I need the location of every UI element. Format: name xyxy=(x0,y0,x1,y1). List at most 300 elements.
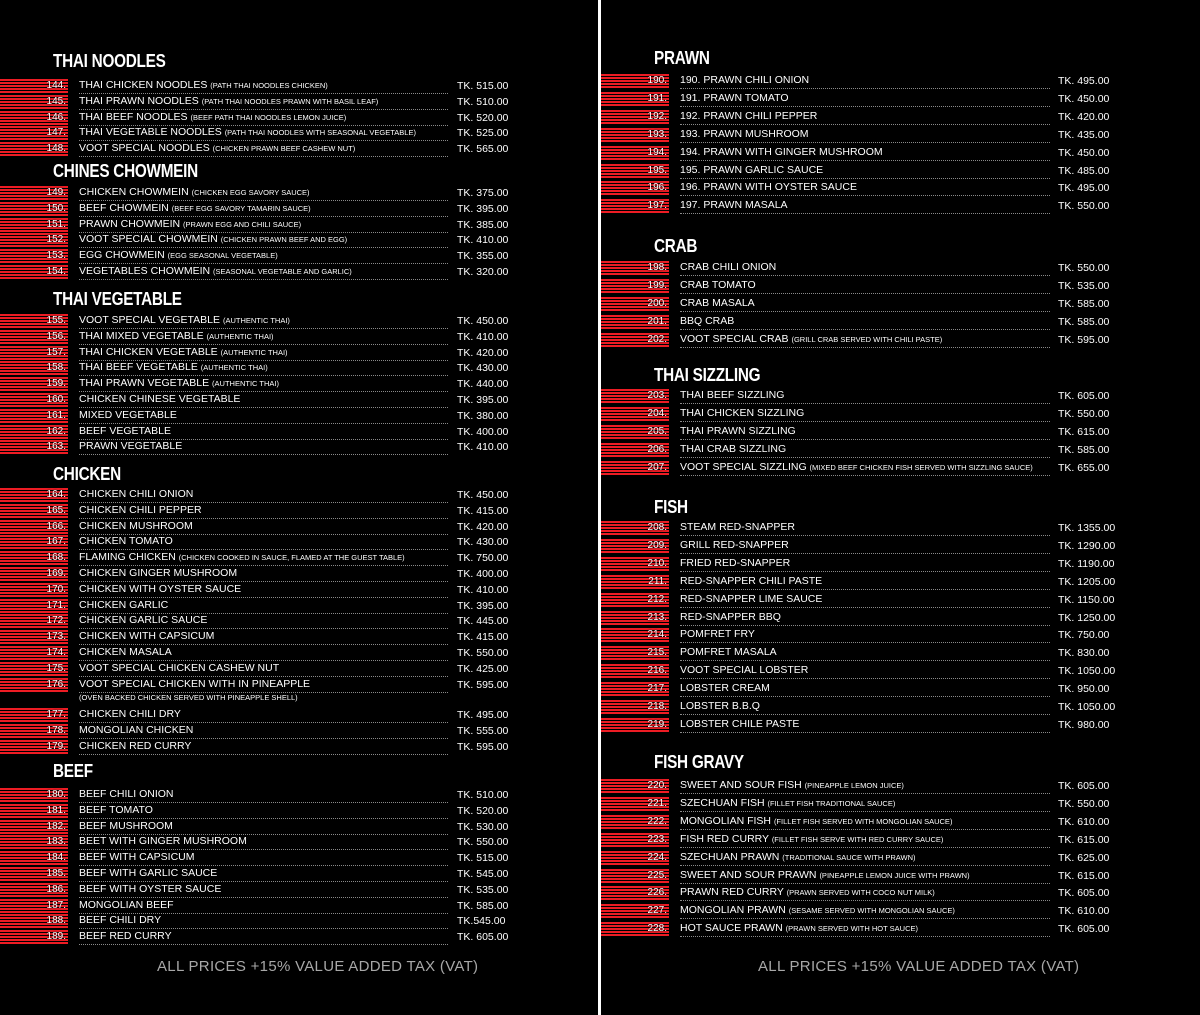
item-number: 212. xyxy=(647,593,667,605)
item-price: TK. 515.00 xyxy=(457,80,509,92)
section-title: CRAB xyxy=(654,236,698,256)
item-title: 193. PRAWN MUSHROOM xyxy=(680,127,809,140)
item-number: 227. xyxy=(647,905,667,917)
item-name xyxy=(79,582,448,598)
item-name xyxy=(79,201,448,217)
item-name xyxy=(79,661,448,677)
item-price: TK. 495.00 xyxy=(457,709,509,722)
item-title: CHICKEN WITH CAPSICUM xyxy=(79,630,215,643)
item-title: THAI PRAWN NOODLES xyxy=(79,94,199,107)
item-price: TK. 440.00 xyxy=(457,378,509,391)
item-description: (AUTHENTIC THAI) xyxy=(222,316,290,325)
item-name xyxy=(680,574,1050,590)
item-price: TK. 1190.00 xyxy=(1058,557,1115,570)
item-name xyxy=(79,232,448,248)
item-name xyxy=(79,787,448,803)
menu-item[interactable] xyxy=(0,424,598,440)
menu-item[interactable] xyxy=(0,898,598,914)
item-price: TK. 410.00 xyxy=(457,330,509,343)
menu-item[interactable] xyxy=(0,850,598,866)
item-price: TK. 400.00 xyxy=(457,568,509,580)
item-number: 206. xyxy=(647,443,667,455)
item-description: (SEASONAL VEGETABLE AND GARLIC) xyxy=(213,267,352,276)
item-name xyxy=(680,868,1050,884)
item-title: THAI MIXED VEGETABLE xyxy=(79,329,204,342)
menu-item[interactable] xyxy=(0,707,598,723)
item-price: TK. 555.00 xyxy=(457,725,509,738)
item-price: TK. 355.00 xyxy=(457,250,509,263)
menu-item[interactable] xyxy=(601,314,1200,330)
item-title: BEEF WITH OYSTER SAUCE xyxy=(79,882,222,895)
item-title: POMFRET MASALA xyxy=(680,646,777,659)
item-price: TK. 430.00 xyxy=(457,536,509,549)
item-price: TK. 550.00 xyxy=(457,836,509,849)
menu-item[interactable] xyxy=(0,598,598,614)
item-name xyxy=(79,503,448,519)
item-description: (PRAWN EGG AND CHILI SAUCE) xyxy=(183,219,302,229)
item-name xyxy=(680,663,1050,679)
item-price: TK. 445.00 xyxy=(457,615,509,628)
menu-item[interactable] xyxy=(601,663,1200,679)
item-name xyxy=(680,627,1050,643)
item-title: BBQ CRAB xyxy=(680,314,735,327)
item-price: TK. 410.00 xyxy=(457,583,509,596)
item-title: CHICKEN CHILI PEPPER xyxy=(79,503,202,516)
menu-item[interactable] xyxy=(601,163,1200,179)
item-name xyxy=(79,248,448,264)
item-name xyxy=(680,180,1050,196)
item-name-text xyxy=(680,593,825,605)
item-number: 152. xyxy=(46,234,66,246)
item-number: 166. xyxy=(46,520,66,532)
item-price: TK. 610.00 xyxy=(1058,905,1110,918)
item-title: CHICKEN CHINESE VEGETABLE xyxy=(79,393,241,405)
menu-item[interactable] xyxy=(0,739,598,755)
item-title: BEEF CHILI ONION xyxy=(79,788,174,800)
item-number: 194. xyxy=(647,146,667,158)
item-name xyxy=(680,198,1050,214)
item-price: TK. 375.00 xyxy=(457,187,509,199)
menu-item[interactable] xyxy=(601,145,1200,161)
menu-item[interactable] xyxy=(601,198,1200,214)
item-number: 205. xyxy=(647,425,667,437)
menu-item[interactable] xyxy=(0,645,598,661)
item-title: VEGETABLES CHOWMEIN xyxy=(79,265,211,277)
item-price: TK. 655.00 xyxy=(1058,461,1110,474)
item-title: THAI BEEF VEGETABLE xyxy=(79,361,198,374)
menu-item[interactable] xyxy=(601,574,1200,590)
menu-item[interactable] xyxy=(601,127,1200,143)
menu-item[interactable] xyxy=(0,201,598,217)
item-name xyxy=(680,778,1050,794)
item-description: (PATH THAI NOODLES CHICKEN) xyxy=(210,81,328,90)
menu-item[interactable] xyxy=(0,787,598,803)
item-name-text xyxy=(680,461,1036,473)
menu-item[interactable] xyxy=(601,556,1200,572)
item-name-text xyxy=(680,779,907,791)
item-number: 198. xyxy=(647,262,667,273)
menu-item[interactable] xyxy=(0,141,598,157)
item-title: EGG CHOWMEIN xyxy=(79,249,165,262)
item-name-text xyxy=(79,614,210,626)
item-number: 149. xyxy=(46,187,66,198)
menu-item[interactable] xyxy=(0,582,598,598)
item-title: PRAWN CHOWMEIN xyxy=(79,217,181,230)
item-title: THAI CHICKEN SIZZLING xyxy=(680,406,805,419)
menu-page-left xyxy=(0,0,598,1015)
item-description: (TRADITIONAL SAUCE WITH PRAWN) xyxy=(782,852,916,862)
menu-item[interactable] xyxy=(0,345,598,361)
item-number: 225. xyxy=(647,869,667,881)
menu-item[interactable] xyxy=(0,819,598,835)
menu-item[interactable] xyxy=(601,610,1200,626)
menu-item[interactable] xyxy=(601,91,1200,107)
item-name xyxy=(680,406,1050,422)
menu-item[interactable] xyxy=(601,903,1200,919)
item-title: SZECHUAN FISH xyxy=(680,796,765,809)
item-name xyxy=(79,313,448,329)
item-name-text xyxy=(680,279,759,291)
item-name-text xyxy=(79,79,331,91)
item-number: 167. xyxy=(46,536,66,548)
item-name-text xyxy=(680,315,737,327)
item-name-text xyxy=(680,74,812,86)
item-price: TK. 595.00 xyxy=(457,741,509,753)
menu-item[interactable] xyxy=(0,94,598,110)
item-number: 162. xyxy=(46,425,66,437)
item-name xyxy=(79,913,448,929)
item-title: BEEF CHOWMEIN xyxy=(79,201,169,214)
menu-item[interactable] xyxy=(0,313,598,329)
item-description: (EGG SEASONAL VEGETABLE) xyxy=(167,251,278,261)
menu-item[interactable] xyxy=(0,232,598,248)
item-name xyxy=(79,707,448,723)
item-name-text xyxy=(79,95,381,107)
item-name xyxy=(79,185,448,201)
menu-item[interactable] xyxy=(0,723,598,739)
menu-item[interactable] xyxy=(601,296,1200,312)
item-price: TK. 605.00 xyxy=(457,931,509,944)
menu-item[interactable] xyxy=(0,487,598,503)
item-name xyxy=(79,217,448,233)
menu-item[interactable] xyxy=(0,329,598,345)
item-number: 169. xyxy=(46,568,66,579)
menu-item[interactable] xyxy=(601,645,1200,661)
item-name-text xyxy=(79,361,271,373)
menu-item[interactable] xyxy=(601,278,1200,294)
item-price: TK. 585.00 xyxy=(457,899,509,912)
item-name-text xyxy=(680,199,791,211)
item-title: CHICKEN GARLIC SAUCE xyxy=(79,614,208,627)
menu-item[interactable] xyxy=(601,850,1200,866)
menu-item[interactable] xyxy=(601,520,1200,536)
item-name-text xyxy=(79,567,240,579)
item-number: 215. xyxy=(647,647,667,659)
menu-item[interactable] xyxy=(0,550,598,566)
item-number: 153. xyxy=(46,250,66,262)
item-number: 213. xyxy=(647,611,667,623)
item-name-text xyxy=(680,869,973,881)
item-price: TK. 450.00 xyxy=(457,315,509,327)
item-number: 186. xyxy=(46,883,66,895)
menu-item[interactable] xyxy=(0,376,598,392)
menu-item[interactable] xyxy=(601,868,1200,884)
item-title: 194. PRAWN WITH GINGER MUSHROOM xyxy=(680,145,883,158)
item-number: 219. xyxy=(647,718,667,730)
item-name xyxy=(79,629,448,645)
item-number: 158. xyxy=(46,362,66,374)
item-title: MONGOLIAN FISH xyxy=(680,814,772,827)
item-name-text xyxy=(680,92,792,104)
menu-item[interactable] xyxy=(601,109,1200,125)
item-name xyxy=(79,345,448,361)
menu-item[interactable] xyxy=(601,681,1200,697)
item-name-text xyxy=(680,797,898,809)
item-price: TK. 1050.00 xyxy=(1058,665,1116,678)
item-number: 150. xyxy=(46,202,66,214)
item-number: 202. xyxy=(647,333,667,345)
item-name-text xyxy=(680,646,780,658)
item-number: 223. xyxy=(647,833,667,845)
menu-item[interactable] xyxy=(601,406,1200,422)
item-name xyxy=(79,408,448,424)
item-price: TK. 520.00 xyxy=(457,111,509,124)
item-price: TK. 750.00 xyxy=(457,552,509,565)
menu-item[interactable] xyxy=(0,534,598,550)
item-name xyxy=(680,296,1050,312)
item-number: 175. xyxy=(46,662,66,674)
item-name-text xyxy=(79,233,350,245)
item-name xyxy=(680,610,1050,626)
menu-item[interactable] xyxy=(0,439,598,455)
item-title: CHICKEN GINGER MUSHROOM xyxy=(79,567,238,579)
menu-item[interactable] xyxy=(0,264,598,280)
item-title: FLAMING CHICKEN xyxy=(79,551,176,564)
menu-item[interactable] xyxy=(0,110,598,126)
menu-item[interactable] xyxy=(601,796,1200,812)
item-title: 197. PRAWN MASALA xyxy=(680,199,788,212)
menu-item[interactable] xyxy=(0,503,598,519)
item-name-text xyxy=(680,333,945,345)
menu-item[interactable] xyxy=(0,913,598,929)
item-price: TK. 1290.00 xyxy=(1058,539,1116,552)
item-number: 199. xyxy=(647,279,667,291)
menu-item[interactable] xyxy=(0,78,598,94)
item-title: CRAB MASALA xyxy=(680,296,755,309)
item-price: TK. 1250.00 xyxy=(1058,611,1116,624)
item-title: RED-SNAPPER CHILI PASTE xyxy=(680,574,823,587)
item-name-text xyxy=(680,521,798,533)
item-name xyxy=(680,332,1050,348)
menu-item[interactable] xyxy=(601,778,1200,794)
menu-item[interactable] xyxy=(601,260,1200,276)
menu-item[interactable] xyxy=(601,814,1200,830)
menu-item[interactable] xyxy=(0,566,598,582)
item-title: LOBSTER CREAM xyxy=(680,682,770,695)
menu-item[interactable] xyxy=(601,699,1200,715)
menu-item[interactable] xyxy=(0,248,598,264)
item-name-text xyxy=(79,724,196,736)
item-name xyxy=(79,834,448,850)
item-number: 193. xyxy=(647,128,667,140)
item-number: 187. xyxy=(46,899,66,911)
menu-item[interactable] xyxy=(0,408,598,424)
item-name-text xyxy=(680,886,938,898)
item-price: TK. 495.00 xyxy=(1058,75,1110,87)
menu-item[interactable] xyxy=(0,360,598,376)
item-description: (GRILL CRAB SERVED WITH CHILI PASTE) xyxy=(791,334,943,344)
item-name-text xyxy=(79,377,282,389)
item-number: 173. xyxy=(46,631,66,643)
item-number: 148. xyxy=(46,143,66,155)
item-price: TK. 450.00 xyxy=(1058,146,1110,159)
item-title: LOBSTER CHILE PASTE xyxy=(680,717,800,730)
menu-item[interactable] xyxy=(601,627,1200,643)
menu-item[interactable] xyxy=(0,803,598,819)
item-name xyxy=(79,141,448,157)
item-description: (BEEF EGG SAVORY TAMARIN SAUCE) xyxy=(171,203,311,213)
item-name xyxy=(680,109,1050,125)
menu-item[interactable] xyxy=(601,442,1200,458)
item-name xyxy=(680,699,1050,715)
item-price: TK. 1150.00 xyxy=(1058,593,1115,606)
item-name xyxy=(79,487,448,503)
item-name-text xyxy=(680,815,955,827)
item-title: THAI BEEF NOODLES xyxy=(79,110,188,123)
item-name-text xyxy=(680,443,789,455)
item-title: 195. PRAWN GARLIC SAUCE xyxy=(680,163,824,176)
menu-item[interactable] xyxy=(601,921,1200,937)
section-title: FISH GRAVY xyxy=(654,752,744,772)
menu-item[interactable] xyxy=(601,424,1200,440)
item-number: 217. xyxy=(647,683,667,695)
menu-item[interactable] xyxy=(0,185,598,201)
item-description: (SESAME SERVED WITH MONGOLIAN SAUCE) xyxy=(788,906,955,916)
menu-item[interactable] xyxy=(0,677,598,693)
item-name-text xyxy=(79,249,281,261)
item-name-text xyxy=(79,820,176,832)
item-name xyxy=(79,329,448,345)
item-name xyxy=(680,538,1050,554)
item-price: TK. 510.00 xyxy=(457,95,509,108)
item-name-text xyxy=(79,218,304,230)
menu-item[interactable] xyxy=(0,866,598,882)
item-title: THAI CRAB SIZZLING xyxy=(680,442,787,455)
menu-item[interactable] xyxy=(601,717,1200,733)
item-title: PRAWN VEGETABLE xyxy=(79,440,183,453)
item-number: 226. xyxy=(647,887,667,899)
item-description: (AUTHENTIC THAI) xyxy=(206,331,274,341)
item-name-text xyxy=(680,425,799,437)
item-name xyxy=(79,850,448,866)
menu-item[interactable] xyxy=(601,832,1200,848)
menu-item[interactable] xyxy=(0,392,598,408)
item-name-text xyxy=(680,164,826,176)
item-name xyxy=(680,717,1050,733)
item-number: 179. xyxy=(46,741,66,752)
item-number: 177. xyxy=(46,709,66,721)
item-title: MONGOLIAN BEEF xyxy=(79,898,174,911)
item-title: CHICKEN TOMATO xyxy=(79,535,173,548)
menu-item[interactable] xyxy=(0,217,598,233)
menu-item[interactable] xyxy=(0,661,598,677)
item-name xyxy=(680,278,1050,294)
item-number: 203. xyxy=(647,390,667,401)
item-number: 146. xyxy=(46,111,66,123)
item-number: 144. xyxy=(46,80,66,91)
menu-item[interactable] xyxy=(601,73,1200,89)
item-price: TK. 605.00 xyxy=(1058,887,1110,900)
item-name xyxy=(79,519,448,535)
menu-item[interactable] xyxy=(0,519,598,535)
item-title: 191. PRAWN TOMATO xyxy=(680,91,789,104)
item-price: TK. 395.00 xyxy=(457,202,509,215)
item-name xyxy=(680,520,1050,536)
menu-item[interactable] xyxy=(0,125,598,141)
menu-item[interactable] xyxy=(601,460,1200,476)
menu-item[interactable] xyxy=(601,388,1200,404)
item-title: CHICKEN RED CURRY xyxy=(79,740,192,752)
item-title: VOOT SPECIAL NOODLES xyxy=(79,142,210,155)
item-name-text xyxy=(79,488,196,500)
item-price: TK. 615.00 xyxy=(1058,869,1110,882)
item-number: 216. xyxy=(647,665,667,677)
item-name xyxy=(680,645,1050,661)
item-number: 160. xyxy=(46,394,66,405)
item-name xyxy=(79,882,448,898)
menu-item[interactable] xyxy=(0,929,598,945)
menu-item[interactable] xyxy=(601,885,1200,901)
item-price: TK. 950.00 xyxy=(1058,683,1110,696)
item-name-text xyxy=(79,111,349,123)
item-price: TK. 565.00 xyxy=(457,143,509,156)
item-description: (CHICKEN EGG SAVORY SAUCE) xyxy=(191,188,310,197)
item-name xyxy=(79,598,448,614)
menu-item[interactable] xyxy=(0,613,598,629)
menu-item[interactable] xyxy=(601,538,1200,554)
item-name-text xyxy=(79,867,220,879)
menu-page-right xyxy=(601,0,1200,1015)
menu-item[interactable] xyxy=(0,882,598,898)
item-title: SWEET AND SOUR PRAWN xyxy=(680,868,817,881)
item-number: 200. xyxy=(647,297,667,309)
menu-item[interactable] xyxy=(601,592,1200,608)
menu-item[interactable] xyxy=(601,180,1200,196)
item-name-text xyxy=(79,678,313,690)
item-price: TK. 395.00 xyxy=(457,394,509,406)
item-price: TK. 525.00 xyxy=(457,127,509,140)
item-name xyxy=(79,94,448,110)
item-number: 201. xyxy=(647,315,667,327)
item-name-text xyxy=(680,389,787,401)
item-price: TK. 595.00 xyxy=(457,678,509,691)
menu-item[interactable] xyxy=(0,834,598,850)
item-title: HOT SAUCE PRAWN xyxy=(680,922,783,935)
item-title: BEET WITH GINGER MUSHROOM xyxy=(79,835,247,848)
item-name xyxy=(680,460,1050,476)
item-price: TK. 410.00 xyxy=(457,441,509,454)
item-number: 207. xyxy=(647,461,667,473)
item-title: BEEF RED CURRY xyxy=(79,930,172,943)
menu-item[interactable] xyxy=(0,629,598,645)
item-price: TK.545.00 xyxy=(457,915,506,928)
item-price: TK. 420.00 xyxy=(1058,110,1110,123)
item-price: TK. 550.00 xyxy=(1058,797,1110,810)
item-name-text xyxy=(79,314,293,326)
menu-item[interactable] xyxy=(601,332,1200,348)
item-name-text xyxy=(79,930,175,942)
item-number: 165. xyxy=(46,504,66,516)
